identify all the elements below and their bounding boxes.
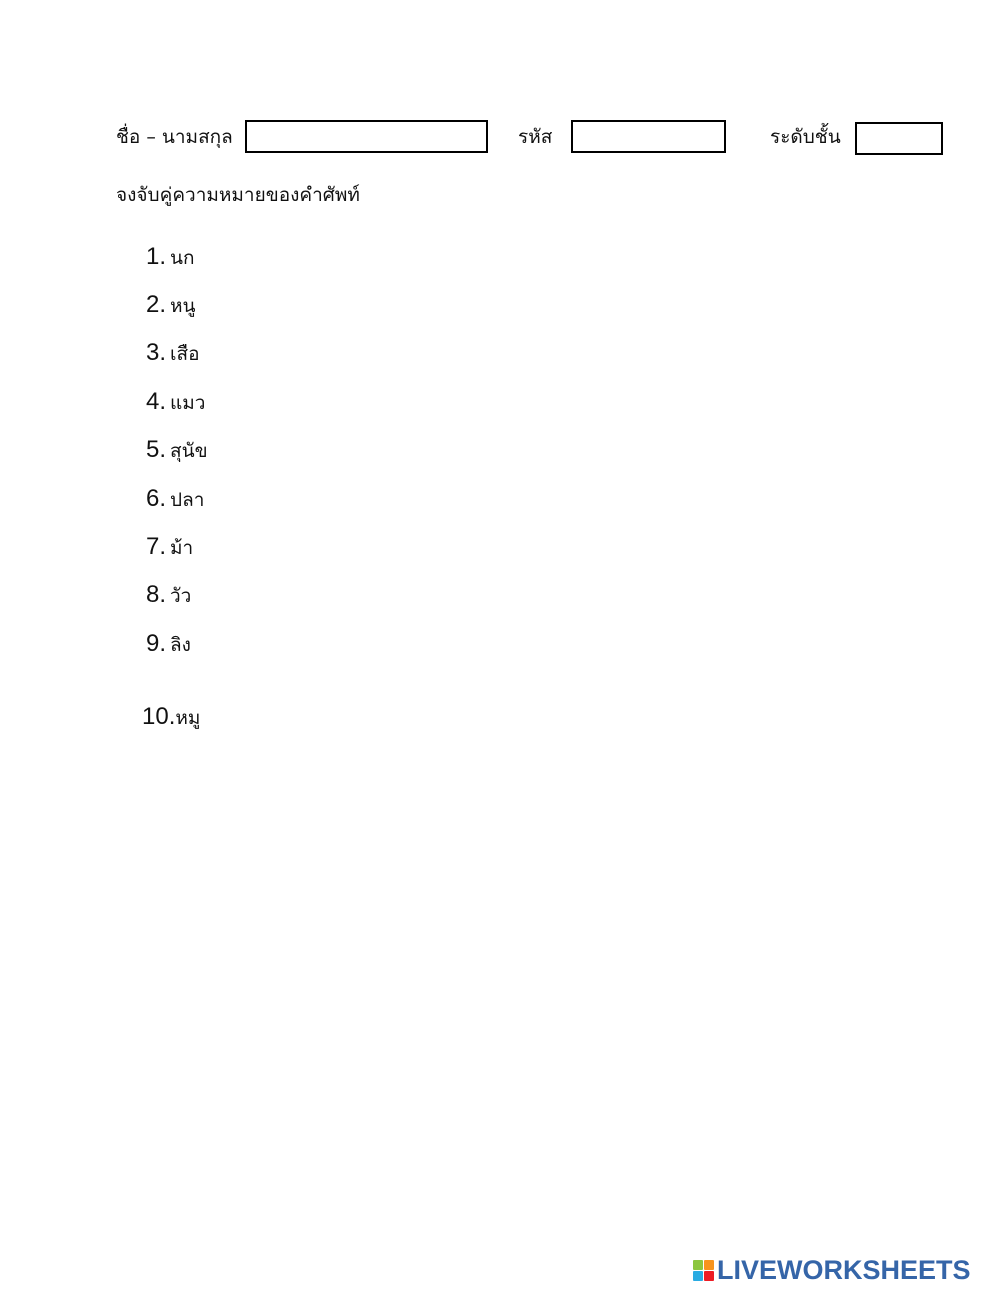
logo-mark-icon bbox=[693, 1260, 714, 1281]
item-number: 8. bbox=[146, 581, 167, 608]
list-item bbox=[146, 341, 200, 365]
logo-square-blue-icon bbox=[693, 1271, 703, 1281]
name-label: ชื่อ – นามสกุล bbox=[116, 126, 233, 148]
item-number: 6. bbox=[146, 485, 167, 512]
logo-square-green-icon bbox=[693, 1260, 703, 1270]
list-item bbox=[146, 487, 204, 511]
code-field[interactable] bbox=[571, 120, 726, 153]
item-number: 10. bbox=[142, 703, 176, 730]
instruction-text: จงจับคู่ความหมายของคำศัพท์ bbox=[116, 184, 360, 206]
item-word: หนู bbox=[170, 295, 196, 317]
list-item bbox=[146, 293, 196, 317]
list-item bbox=[146, 535, 193, 559]
list-item bbox=[146, 583, 191, 607]
list-item bbox=[146, 438, 208, 462]
item-number: 1. bbox=[146, 243, 167, 270]
list-item bbox=[142, 705, 200, 729]
list-item bbox=[146, 245, 195, 269]
grade-field[interactable] bbox=[855, 122, 943, 155]
item-word: ปลา bbox=[170, 489, 205, 511]
name-field[interactable] bbox=[245, 120, 488, 153]
item-word: เสือ bbox=[170, 343, 200, 365]
item-number: 7. bbox=[146, 533, 167, 560]
grade-label: ระดับชั้น bbox=[770, 126, 841, 148]
item-word: ม้า bbox=[170, 537, 194, 559]
list-item bbox=[146, 390, 205, 414]
item-number: 4. bbox=[146, 388, 167, 415]
item-number: 9. bbox=[146, 630, 167, 657]
item-number: 5. bbox=[146, 436, 167, 463]
logo-square-orange-icon bbox=[704, 1260, 714, 1270]
item-number: 2. bbox=[146, 291, 167, 318]
item-word: วัว bbox=[170, 585, 192, 607]
code-label: รหัส bbox=[518, 126, 553, 148]
item-word: หมู bbox=[175, 707, 201, 729]
item-word: ลิง bbox=[170, 634, 191, 656]
logo-text: LIVEWORKSHEETS bbox=[717, 1254, 971, 1285]
item-word: สุนัข bbox=[170, 440, 208, 462]
list-item bbox=[146, 632, 191, 656]
item-number: 3. bbox=[146, 339, 167, 366]
logo-square-red-icon bbox=[704, 1271, 714, 1281]
liveworksheets-logo bbox=[693, 1255, 971, 1285]
item-word: นก bbox=[170, 247, 195, 269]
item-word: แมว bbox=[170, 392, 206, 414]
